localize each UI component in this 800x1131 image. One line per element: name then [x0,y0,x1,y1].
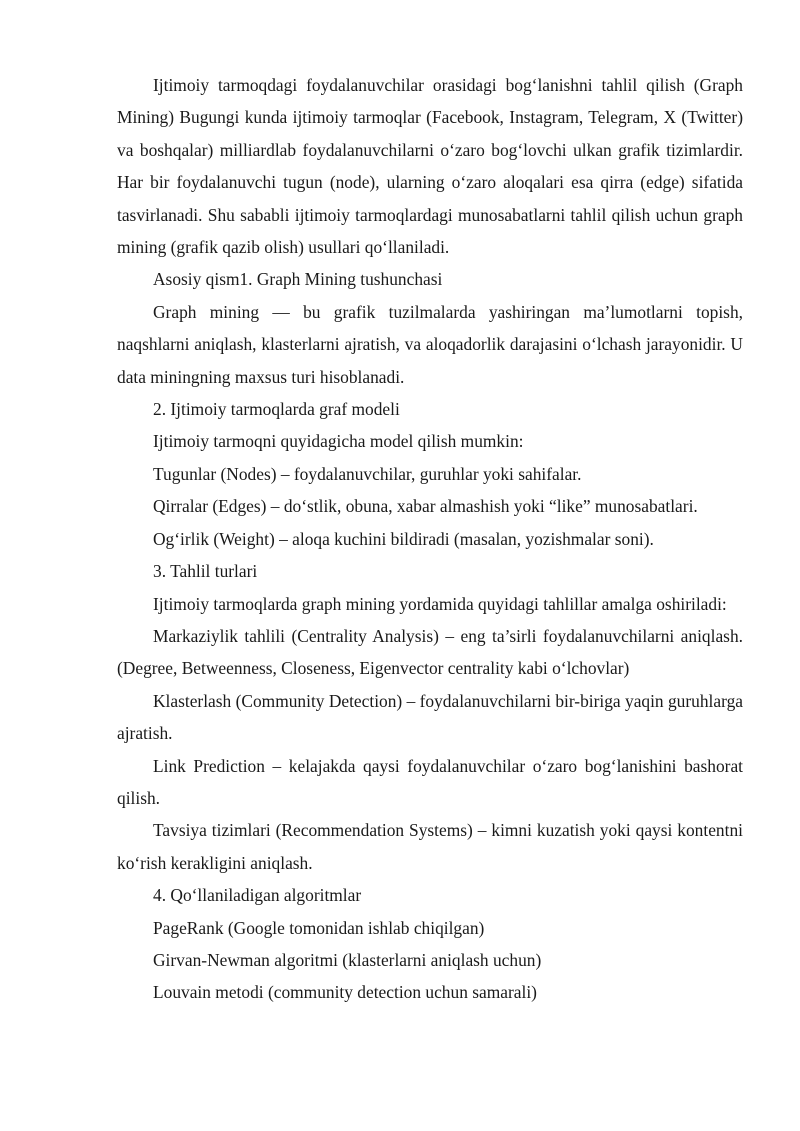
list-item-clustering: Klasterlash (Community Detection) – foydalanuvchilarni bir-biriga yaqin guruhlarga ajratish. [117,690,743,744]
analysis-intro-paragraph: Ijtimoiy tarmoqlarda graph mining yordamida quyidagi tahlillar amalga oshiriladi: [153,593,727,614]
section-heading-analysis-types: 3. Tahlil turlari [153,561,258,582]
list-item-recommendation: Tavsiya tizimlari (Recommendation Systems) – kimni kuzatish yoki qaysi kontentni ko‘rish kerakligini aniqlash. [117,820,743,873]
model-intro-line: Ijtimoiy tarmoqni quyidagicha model qilish mumkin: [153,431,524,452]
list-item-link-prediction: Link Prediction – kelajakda qaysi foydalanuvchilar o‘zaro bog‘lanishini bashorat qilish. [117,755,743,808]
section-heading-graph-model: 2. Ijtimoiy tarmoqlarda graf modeli [153,399,400,420]
list-item-weight: Og‘irlik (Weight) – aloqa kuchini bildiradi (masalan, yozishmalar soni). [153,528,654,549]
section-heading-graph-mining: Asosiy qism1. Graph Mining tushunchasi [153,269,443,290]
list-item-pagerank: PageRank (Google tomonidan ishlab chiqilgan) [153,917,485,938]
list-item-centrality: Markaziylik tahlili (Centrality Analysis) – eng ta’sirli foydalanuvchilarni aniqlash.(Degree, Betweenness, Closeness, Eigenvector centrality kabi o‘lchovlar) [117,625,743,679]
document-body [117,69,743,1009]
list-item-louvain: Louvain metodi (community detection uchun samarali) [153,982,537,1003]
list-item-edges: Qirralar (Edges) – do‘stlik, obuna, xabar almashish yoki “like” munosabatlari. [153,496,698,517]
section-heading-algorithms: 4. Qo‘llaniladigan algoritmlar [153,885,362,906]
list-item-girvan-newman: Girvan-Newman algoritmi (klasterlarni aniqlash uchun) [153,949,542,970]
list-item-nodes: Tugunlar (Nodes) – foydalanuvchilar, guruhlar yoki sahifalar. [153,463,582,484]
intro-paragraph: Ijtimoiy tarmoqdagi foydalanuvchilar orasidagi bog‘lanishni tahlil qilish (Graph Mining) Bugungi kunda ijtimoiy tarmoqlar (Facebook, Instagram, Telegram, X (Twitter) va boshqalar) milliardlab foydalanuvchilarni o‘zaro bog‘lovchi ulkan grafik tizimlardir. Har bir foydalanuvchi tugun (node), ularning o‘zaro aloqalari esa qirra (edge) sifatida tasvirlanadi. Shu sababli ijtimoiy tarmoqlardagi munosabatlarni tahlil qilish uchun graph mining (grafik qazib olish) usullari qo‘llaniladi. [117,75,743,258]
definition-paragraph: Graph mining — bu grafik tuzilmalarda yashiringan ma’lumotlarni topish, naqshlarni aniqlash, klasterlarni ajratish, va aloqadorlik darajasini o‘lchash jarayonidir. U data miningning maxsus turi hisoblanadi. [117,301,743,387]
